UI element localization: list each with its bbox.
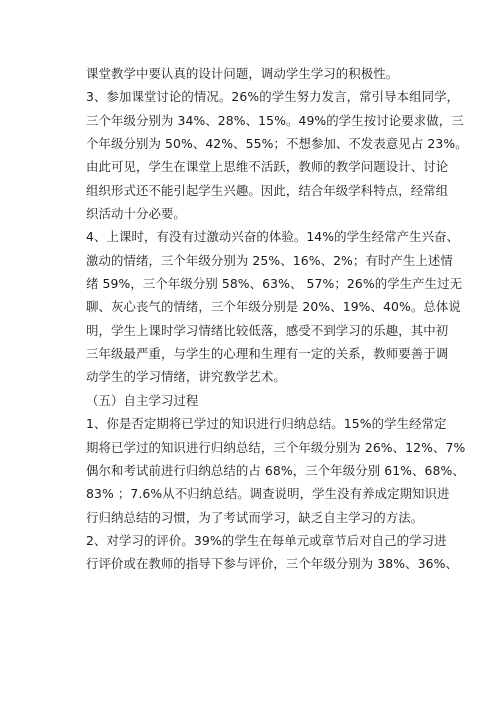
text-line: 行归纳总结的习惯，为了考试而学习，缺乏自主学习的方法。 [86,509,424,525]
text-line: 织活动十分必要。 [86,206,186,222]
text-line: 三年级最严重，与学生的心理和生理有一定的关系，教师要善于调 [86,346,449,362]
text-line: 行评价或在教师的指导下参与评价，三个年级分别为 38%、36%、 [86,556,458,572]
body-text [86,62,468,576]
text-line: 由此可见，学生在课堂上思维不活跃，教师的教学问题设计、讨论 [86,159,449,175]
text-line: 绪 59%，三个年级分别 58%、63%、 57%；26%的学生产生过无 [86,276,463,292]
text-line: 期将已学过的知识进行归纳总结，三个年级分别为 26%、12%、7% [86,439,466,455]
text-line: 课堂教学中要认真的设计问题，调动学生学习的积极性。 [86,66,399,81]
text-line: 偶尔和考试前进行归纳总结的占 68%，三个年级分别 61%、68%、 [86,462,465,478]
text-line: 聊、灰心丧气的情绪，三个年级分别是 20%、19%、40%。总体说 [86,299,461,315]
text-line: 组织形式还不能引起学生兴趣。因此，结合年级学科特点，经常组 [86,182,449,198]
text-line: 个年级分别为 50%、42%、55%；不想参加、不发表意见占 23%。 [86,136,468,152]
text-line: 83% ；7.6%从不归纳总结。调查说明，学生没有养成定期知识进 [86,486,450,502]
section-heading: （五）自主学习过程 [86,392,199,408]
text-line: 三个年级分别为 34%、28%、15%。49%的学生按讨论要求做，三 [86,112,464,128]
text-line: 2、对学习的评价。39%的学生在每单元或章节后对自己的学习进 [86,532,447,548]
text-line: 明，学生上课时学习情绪比较低落，感受不到学习的乐趣，其中初 [86,322,449,338]
text-line: 激动的情绪，三个年级分别为 25%、16%、2%；有时产生上述情 [86,252,453,268]
text-line: 1、你是否定期将已学过的知识进行归纳总结。15%的学生经常定 [86,416,447,432]
text-line: 3、参加课堂讨论的情况。26%的学生努力发言，常引导本组同学， [86,89,460,105]
text-line: 动学生的学习情绪，讲究教学艺术。 [86,369,286,385]
text-line: 4、上课时，有没有过激动兴奋的体验。14%的学生经常产生兴奋、 [86,229,460,245]
